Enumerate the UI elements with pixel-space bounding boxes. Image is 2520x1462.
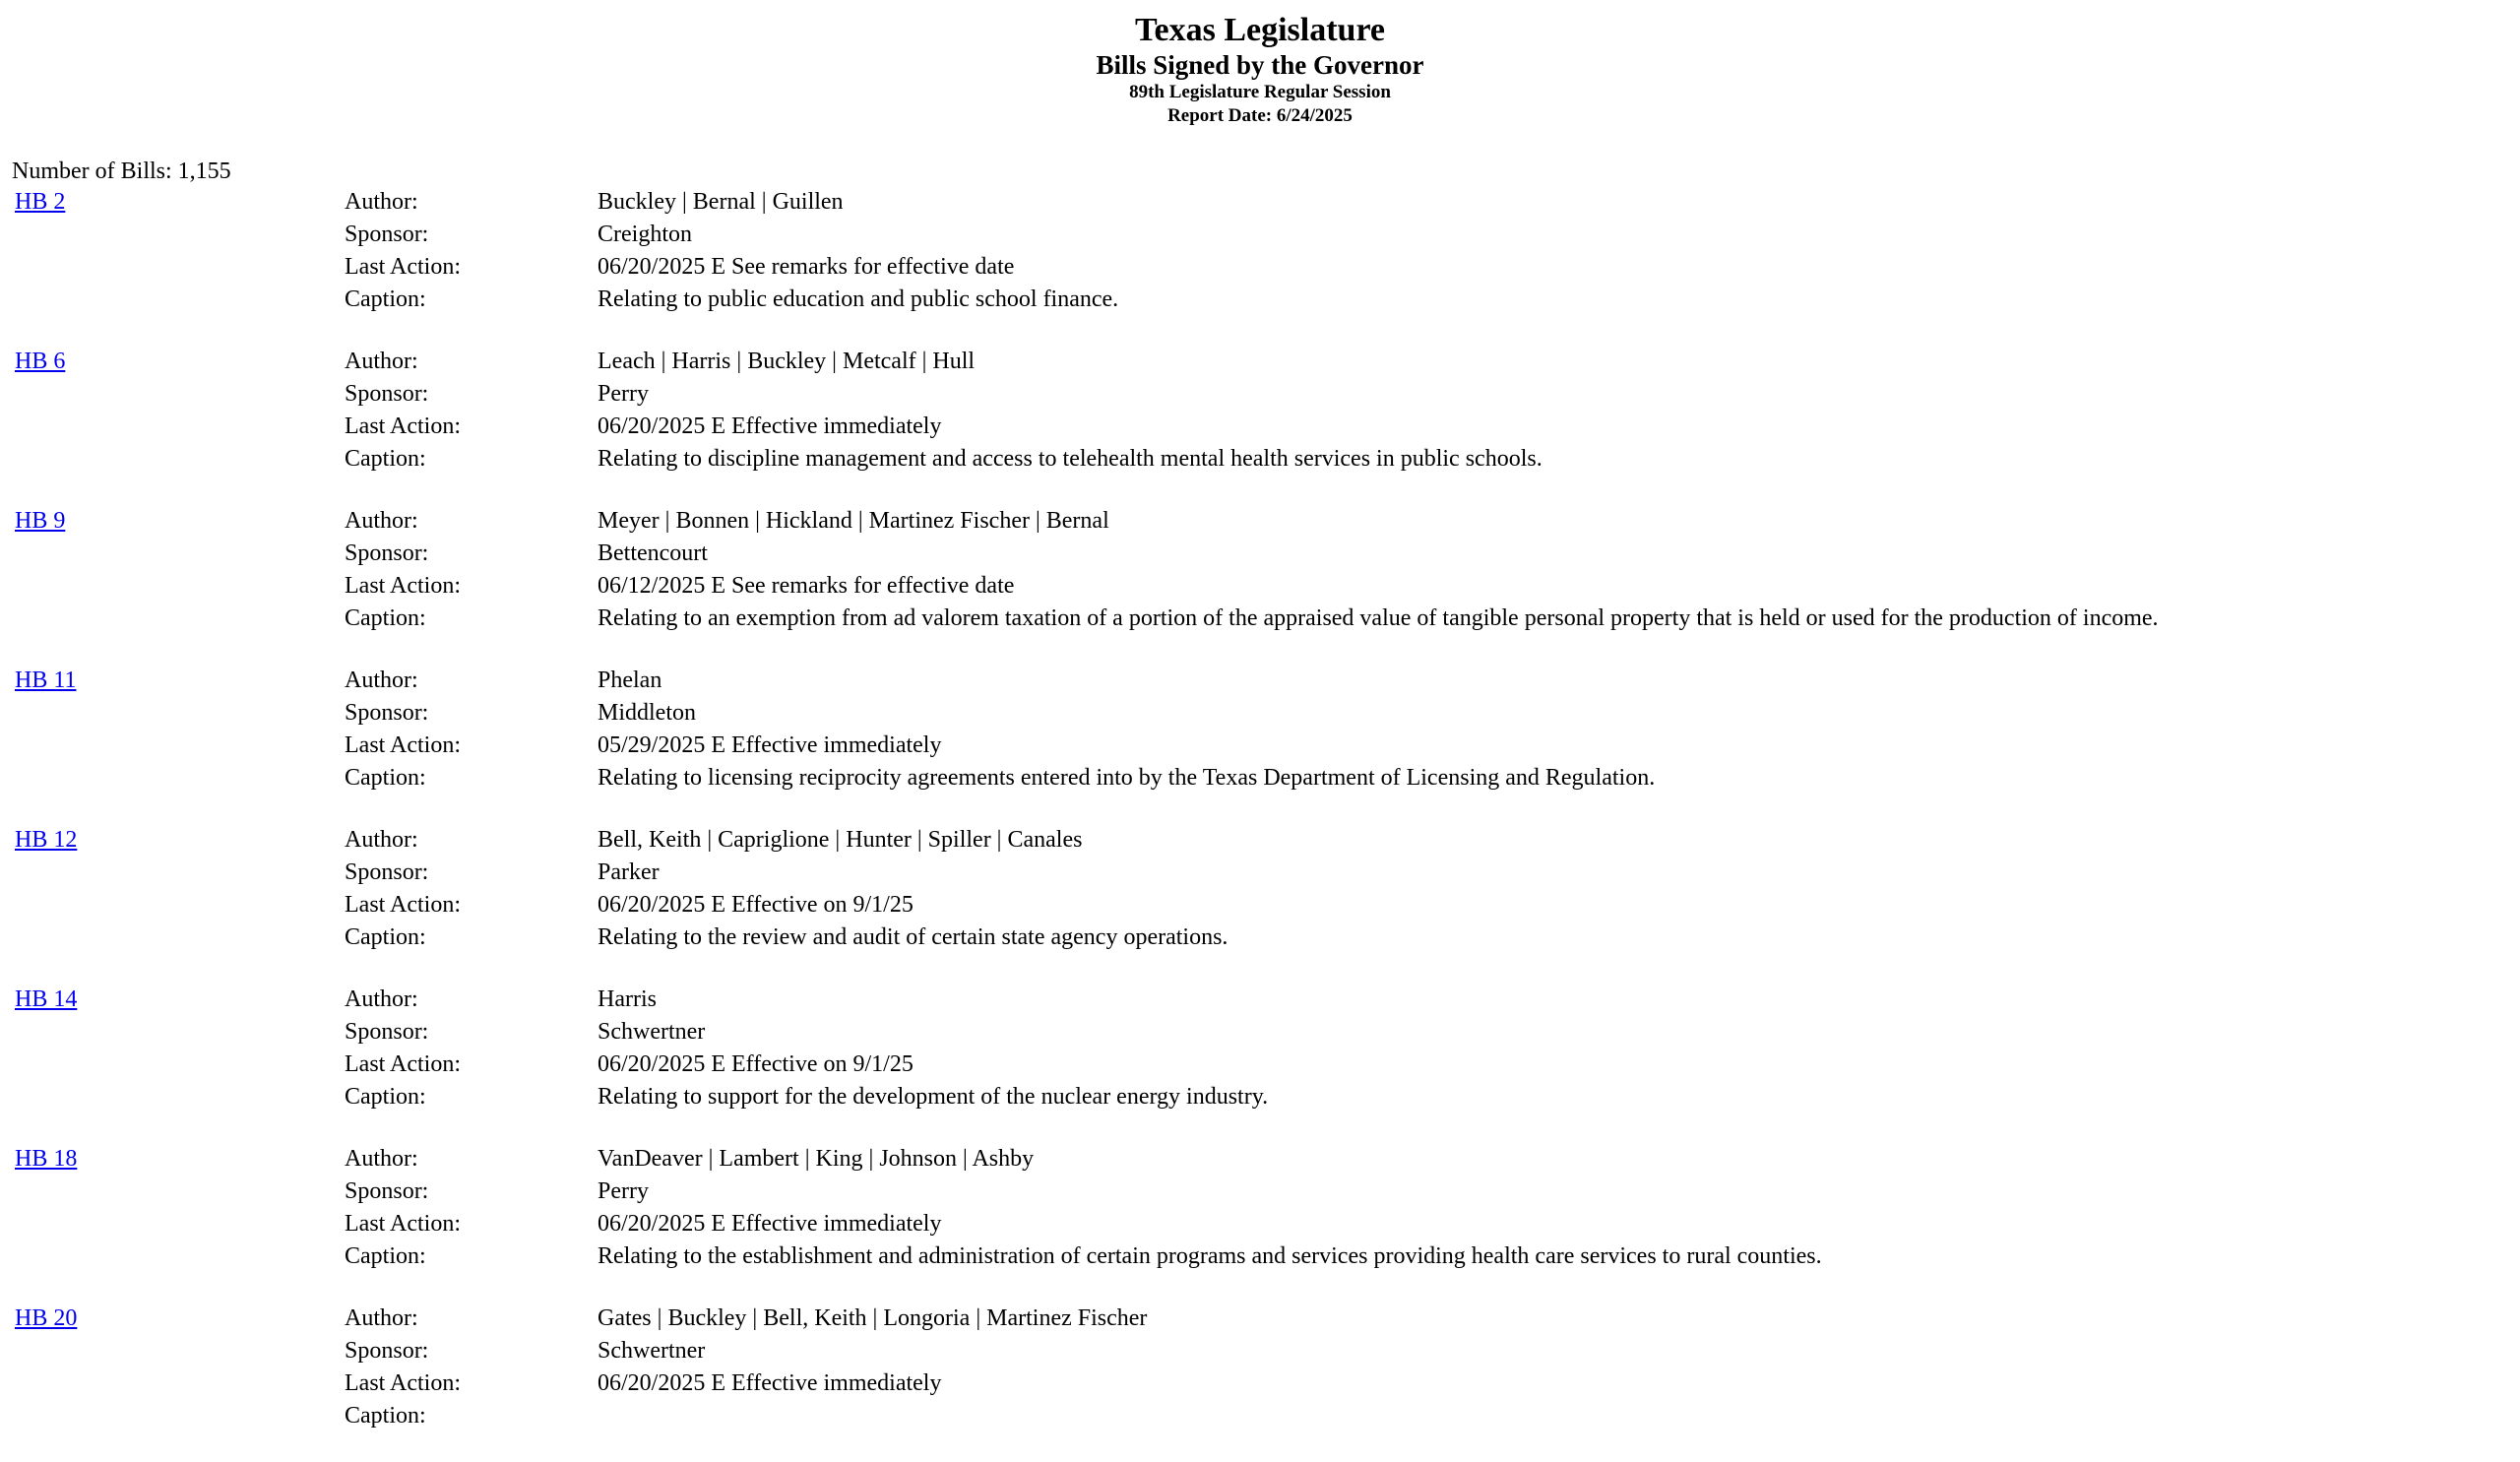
last-action-label: Last Action: [345, 1211, 461, 1237]
sponsor-label: Sponsor: [345, 1338, 429, 1364]
last-action-label: Last Action: [345, 1051, 461, 1077]
sponsor-value: Perry [598, 1178, 649, 1204]
author-label: Author: [345, 827, 418, 853]
last-action-value: 06/20/2025 E Effective immediately [598, 1211, 942, 1237]
sponsor-value: Schwertner [598, 1019, 706, 1045]
bill-entry [0, 1143, 2520, 1303]
last-action-value: 06/20/2025 E See remarks for effective date [598, 254, 1015, 280]
caption-label: Caption: [345, 286, 426, 312]
caption-label: Caption: [345, 765, 426, 791]
bill-entry [0, 505, 2520, 665]
author-value: Gates | Buckley | Bell, Keith | Longoria | Martinez Fischer [598, 1305, 1148, 1331]
sponsor-label: Sponsor: [345, 381, 429, 407]
bill-link[interactable]: HB 6 [15, 349, 66, 374]
bill-entry [0, 984, 2520, 1143]
last-action-label: Last Action: [345, 254, 461, 280]
caption-value: Relating to an exemption from ad valorem taxation of a portion of the appraised value of tangible personal property that is held or used for the production of income. [598, 605, 2159, 631]
author-value: Buckley | Bernal | Guillen [598, 189, 844, 215]
author-label: Author: [345, 508, 418, 534]
caption-value: Relating to public education and public school finance. [598, 286, 1119, 312]
sponsor-value: Schwertner [598, 1338, 706, 1364]
author-value: VanDeaver | Lambert | King | Johnson | Ashby [598, 1146, 1035, 1172]
report-header [0, 0, 2520, 128]
sponsor-value: Bettencourt [598, 540, 708, 566]
caption-value: Relating to discipline management and access to telehealth mental health services in public schools. [598, 446, 1543, 472]
bill-entry [0, 346, 2520, 505]
last-action-value: 06/20/2025 E Effective immediately [598, 413, 942, 439]
page-title: Texas Legislature [1134, 12, 1386, 48]
sponsor-value: Parker [598, 859, 660, 885]
last-action-value: 05/29/2025 E Effective immediately [598, 732, 942, 758]
sponsor-label: Sponsor: [345, 1019, 429, 1045]
author-value: Bell, Keith | Capriglione | Hunter | Spiller | Canales [598, 827, 1083, 853]
bill-link[interactable]: HB 12 [15, 827, 78, 853]
last-action-label: Last Action: [345, 413, 461, 439]
author-label: Author: [345, 189, 418, 215]
bill-link[interactable]: HB 20 [15, 1305, 78, 1331]
author-value: Phelan [598, 667, 662, 693]
caption-value: Relating to the establishment and administration of certain programs and services providing health care services to rural counties. [598, 1243, 1822, 1269]
last-action-label: Last Action: [345, 892, 461, 918]
caption-value: Relating to support for the development of the nuclear energy industry. [598, 1084, 1269, 1110]
author-label: Author: [345, 349, 418, 374]
bill-link[interactable]: HB 2 [15, 189, 66, 215]
bill-link[interactable]: HB 11 [15, 667, 77, 693]
bill-link[interactable]: HB 14 [15, 986, 78, 1012]
bill-entry [0, 665, 2520, 824]
caption-label: Caption: [345, 605, 426, 631]
author-label: Author: [345, 1146, 418, 1172]
author-value: Leach | Harris | Buckley | Metcalf | Hull [598, 349, 976, 374]
last-action-value: 06/20/2025 E Effective on 9/1/25 [598, 1051, 914, 1077]
bill-entry [0, 824, 2520, 984]
sponsor-label: Sponsor: [345, 859, 429, 885]
sponsor-label: Sponsor: [345, 540, 429, 566]
bill-entry [0, 1303, 2520, 1462]
author-label: Author: [345, 1305, 418, 1331]
last-action-label: Last Action: [345, 1370, 461, 1396]
bill-list [0, 186, 2520, 1462]
sponsor-label: Sponsor: [345, 700, 429, 726]
caption-value: Relating to the review and audit of certain state agency operations. [598, 924, 1228, 950]
sponsor-value: Creighton [598, 222, 692, 247]
last-action-value: 06/12/2025 E See remarks for effective date [598, 573, 1015, 599]
report-date: Report Date: 6/24/2025 [1167, 105, 1353, 126]
last-action-label: Last Action: [345, 573, 461, 599]
last-action-value: 06/20/2025 E Effective immediately [598, 1370, 942, 1396]
caption-label: Caption: [345, 1084, 426, 1110]
author-value: Harris [598, 986, 657, 1012]
author-value: Meyer | Bonnen | Hickland | Martinez Fischer | Bernal [598, 508, 1109, 534]
caption-value: Relating to licensing reciprocity agreements entered into by the Texas Department of Licensing and Regulation. [598, 765, 1656, 791]
caption-label: Caption: [345, 924, 426, 950]
sponsor-label: Sponsor: [345, 222, 429, 247]
last-action-label: Last Action: [345, 732, 461, 758]
bill-link[interactable]: HB 18 [15, 1146, 78, 1172]
bill-link[interactable]: HB 9 [15, 508, 66, 534]
last-action-value: 06/20/2025 E Effective on 9/1/25 [598, 892, 914, 918]
sponsor-value: Perry [598, 381, 649, 407]
session-name: 89th Legislature Regular Session [1129, 82, 1391, 102]
caption-label: Caption: [345, 1243, 426, 1269]
sponsor-label: Sponsor: [345, 1178, 429, 1204]
sponsor-value: Middleton [598, 700, 696, 726]
bill-entry [0, 186, 2520, 346]
page-subtitle: Bills Signed by the Governor [1096, 50, 1424, 80]
author-label: Author: [345, 667, 418, 693]
author-label: Author: [345, 986, 418, 1012]
caption-label: Caption: [345, 446, 426, 472]
caption-label: Caption: [345, 1403, 426, 1429]
bill-count: Number of Bills: 1,155 [12, 159, 231, 184]
